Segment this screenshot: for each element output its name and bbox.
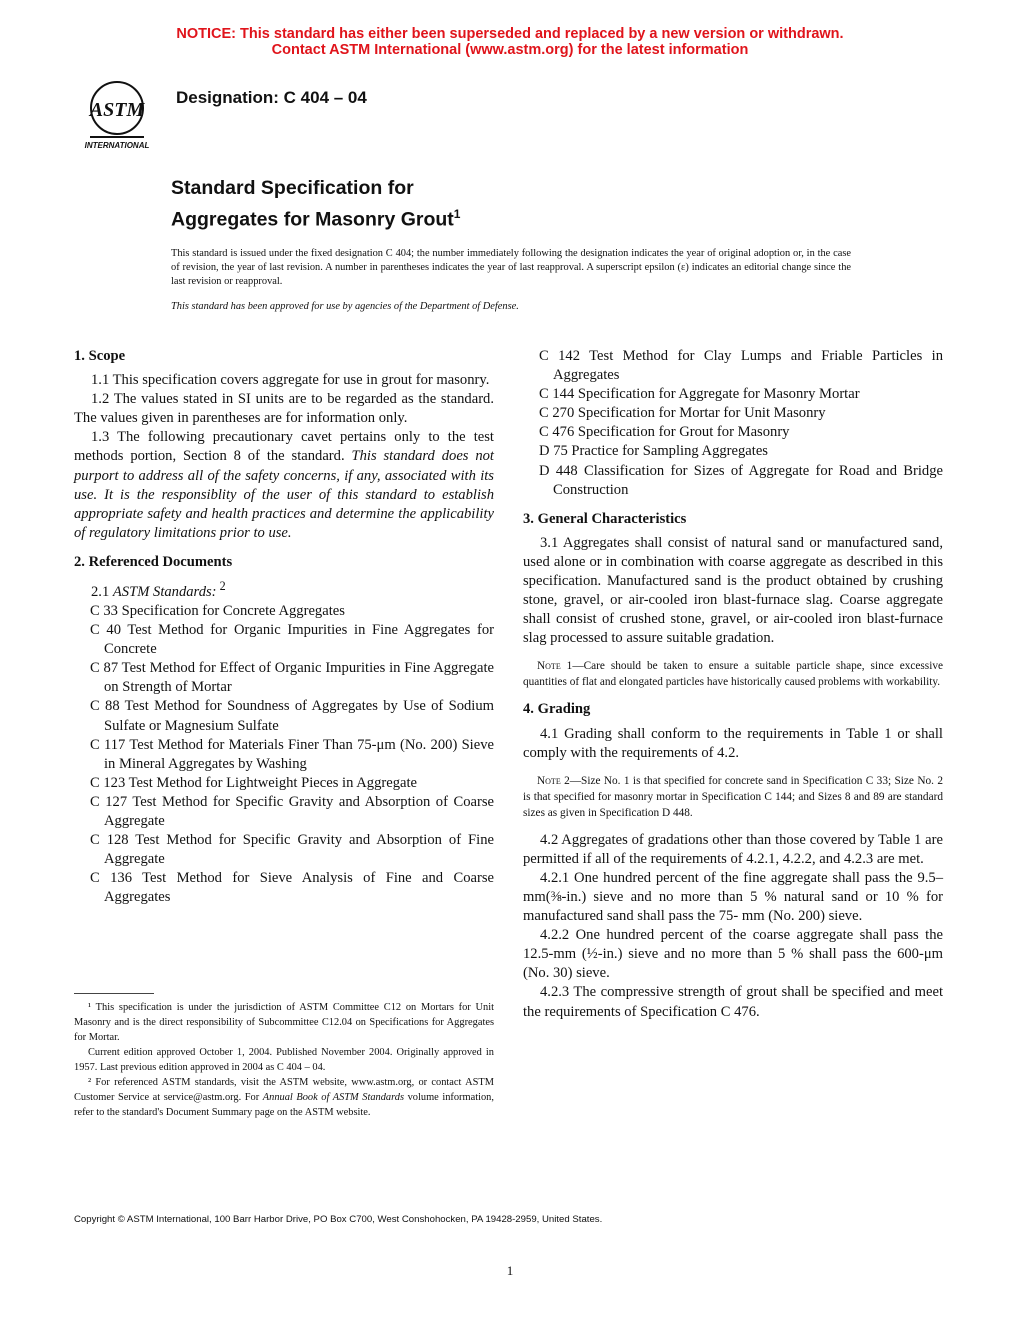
- notice-line-2: Contact ASTM International (www.astm.org) for the latest information: [271, 42, 749, 58]
- title-line-2: Aggregates for Masonry Grout$^1$: [171, 207, 461, 231]
- grading-heading: 4. Grading: [523, 701, 591, 718]
- reference-item: C 88 Test Method for Soundness of Aggregates by Use of Sodium Sulfate or Magnesium Sulfate: [90, 698, 494, 734]
- right-column: [523, 347, 943, 1022]
- title-footnote-ref: 1: [453, 207, 461, 221]
- notice-line-1: NOTICE: This standard has either been superseded and replaced by a new version or withdrawn.: [176, 26, 844, 42]
- astm-logo: [76, 78, 158, 150]
- general-3-1: 3.1 Aggregates shall consist of natural sand or manufactured sand, used alone or in combination with coarse aggregate as described in this specification. Manufactured sand is the product obtained by crushing stone, gravel, or air-cooled iron blast-furnace slag. Coarse aggregate shall consist of crushed stone, gravel, or air-cooled iron blast-furnace slag processed to assure suitable gradation.: [523, 534, 943, 647]
- footnote-divider: [74, 993, 154, 994]
- issued-statement: This standard is issued under the fixed designation C 404; the number immediately following the designation indicates the year of original adoption or, in the case of revision, the year of last revision. A number in parentheses indicates the year of last reapproval. A superscript epsilon (ε) indicates an editorial change since the last revision or reapproval.: [171, 248, 851, 287]
- astm-standards-intro: 2.1 ASTM Standards: $^2$: [91, 579, 226, 600]
- supersede-notice: [0, 26, 1020, 58]
- right-reference-list: [523, 347, 943, 500]
- page-title: [171, 175, 460, 233]
- dod-approval: This standard has been approved for use by agencies of the Department of Defense.: [171, 301, 519, 312]
- reference-item: C 127 Test Method for Specific Gravity and Absorption of Coarse Aggregate: [90, 793, 494, 830]
- note-2: Note 2—Size No. 1 is that specified for concrete sand in Specification C 33; Size No. 2 is that specified for masonry mortar in Specification C 144; and Sizes 8 and 89 are standard sizes as given in Specification D 448.: [523, 774, 943, 819]
- grading-4-2: 4.2 Aggregates of gradations other than those covered by Table 1 are permitted if all of the requirements of 4.2.1, 4.2.2, and 4.2.3 are met.: [523, 831, 943, 867]
- scope-1-3: 1.3 The following precautionary cavet pertains only to the test methods portion, Section 8 of the standard. This standard does not purport to address all of the safety concerns, if any, associated with its use. It is the responsiblity of the user of this standard to establish appropriate safety and health practices and determine the applicability of regulatory limitations prior to use.: [74, 429, 494, 541]
- scope-1-2: 1.2 The values stated in SI units are to be regarded as the standard. The values given in parentheses are for information only.: [74, 391, 494, 427]
- footnotes: [74, 1000, 494, 1120]
- astm-logo-icon: [76, 78, 158, 150]
- reference-item: C 142 Test Method for Clay Lumps and Friable Particles in Aggregates: [539, 348, 943, 384]
- reference-item: C 270 Specification for Mortar for Unit Masonry: [539, 405, 826, 422]
- reference-item: C 476 Specification for Grout for Masonry: [539, 424, 790, 441]
- left-column: [74, 347, 494, 907]
- reference-item: C 128 Test Method for Specific Gravity and Absorption of Fine Aggregate: [90, 832, 494, 868]
- scope-heading: 1. Scope: [74, 348, 126, 364]
- reference-item: C 117 Test Method for Materials Finer Than 75-μm (No. 200) Sieve in Mineral Aggregates by Washing: [90, 736, 494, 772]
- logo-text: ASTM: [89, 99, 145, 121]
- safety-caveat: This standard does not purport to address all of the safety concerns, if any, associated with its use. It is the responsiblity of the user of this standard to establish appropriate safety and health practices and determine the applicability of regulatory limitations prior to use.: [74, 448, 494, 541]
- logo-subtext: INTERNATIONAL: [84, 141, 150, 150]
- note-1: Note 1—Care should be taken to ensure a suitable particle shape, since excessive quantities of flat and elongated particles have historically caused problems with workability.: [523, 660, 943, 689]
- grading-4-1: 4.1 Grading shall conform to the requirements in Table 1 or shall comply with the requirements of 4.2.: [523, 725, 943, 761]
- footnote-1b: Current edition approved October 1, 2004. Published November 2004. Originally approved in 1957. Last previous edition approved in 2004 as C 404 – 04.: [74, 1047, 494, 1073]
- reference-item: D 75 Practice for Sampling Aggregates: [539, 443, 768, 460]
- reference-item: C 136 Test Method for Sieve Analysis of Fine and Coarse Aggregates: [90, 870, 494, 906]
- footnote-1: ¹ This specification is under the jurisdiction of ASTM Committee C12 on Mortars for Unit Masonry and is the direct responsibility of Subcommittee C12.04 on Specifications for Aggregates for Mortar.: [74, 1002, 494, 1043]
- footnote-2: ² For referenced ASTM standards, visit the ASTM website, www.astm.org, or contact ASTM Customer Service at service@astm.org. For Annual Book of ASTM Standards volume information, refer to the standard's Document Summary page on the ASTM website.: [74, 1077, 494, 1118]
- title-line-1: Standard Specification for: [171, 177, 414, 199]
- reference-item: D 448 Classification for Sizes of Aggregate for Road and Bridge Construction: [539, 462, 943, 498]
- grading-4-2-3: 4.2.3 The compressive strength of grout shall be specified and meet the requirements of Specification C 476.: [523, 984, 943, 1020]
- designation: Designation: C 404 – 04: [176, 88, 367, 107]
- page-number: 1: [506, 1263, 514, 1278]
- left-reference-list: [74, 602, 494, 908]
- general-heading: 3. General Characteristics: [523, 510, 687, 527]
- reference-item: C 87 Test Method for Effect of Organic Impurities in Fine Aggregate on Strength of Mortar: [90, 660, 494, 696]
- reference-item: C 144 Specification for Aggregate for Masonry Mortar: [539, 386, 860, 403]
- reference-item: C 40 Test Method for Organic Impurities in Fine Aggregates for Concrete: [90, 622, 494, 658]
- referenced-heading: 2. Referenced Documents: [74, 553, 233, 570]
- reference-item: C 123 Test Method for Lightweight Pieces in Aggregate: [90, 774, 418, 791]
- scope-1-1: 1.1 This specification covers aggregate for use in grout for masonry.: [91, 372, 490, 389]
- grading-4-2-1: 4.2.1 One hundred percent of the fine aggregate shall pass the 9.5–mm(⅜-in.) sieve and no more than 5 % natural sand or 10 % for manufactured sand shall pass the 75- mm (No. 200) sieve.: [523, 869, 943, 925]
- reference-item: C 33 Specification for Concrete Aggregates: [90, 602, 345, 619]
- grading-4-2-2: 4.2.2 One hundred percent of the coarse aggregate shall pass the 12.5-mm (½-in.) sieve and no more than 5 % shall pass the 600-μm (No. 30) sieve.: [523, 927, 943, 982]
- copyright: Copyright © ASTM International, 100 Barr Harbor Drive, PO Box C700, West Conshohocken, PA 19428-2959, United States.: [74, 1214, 603, 1225]
